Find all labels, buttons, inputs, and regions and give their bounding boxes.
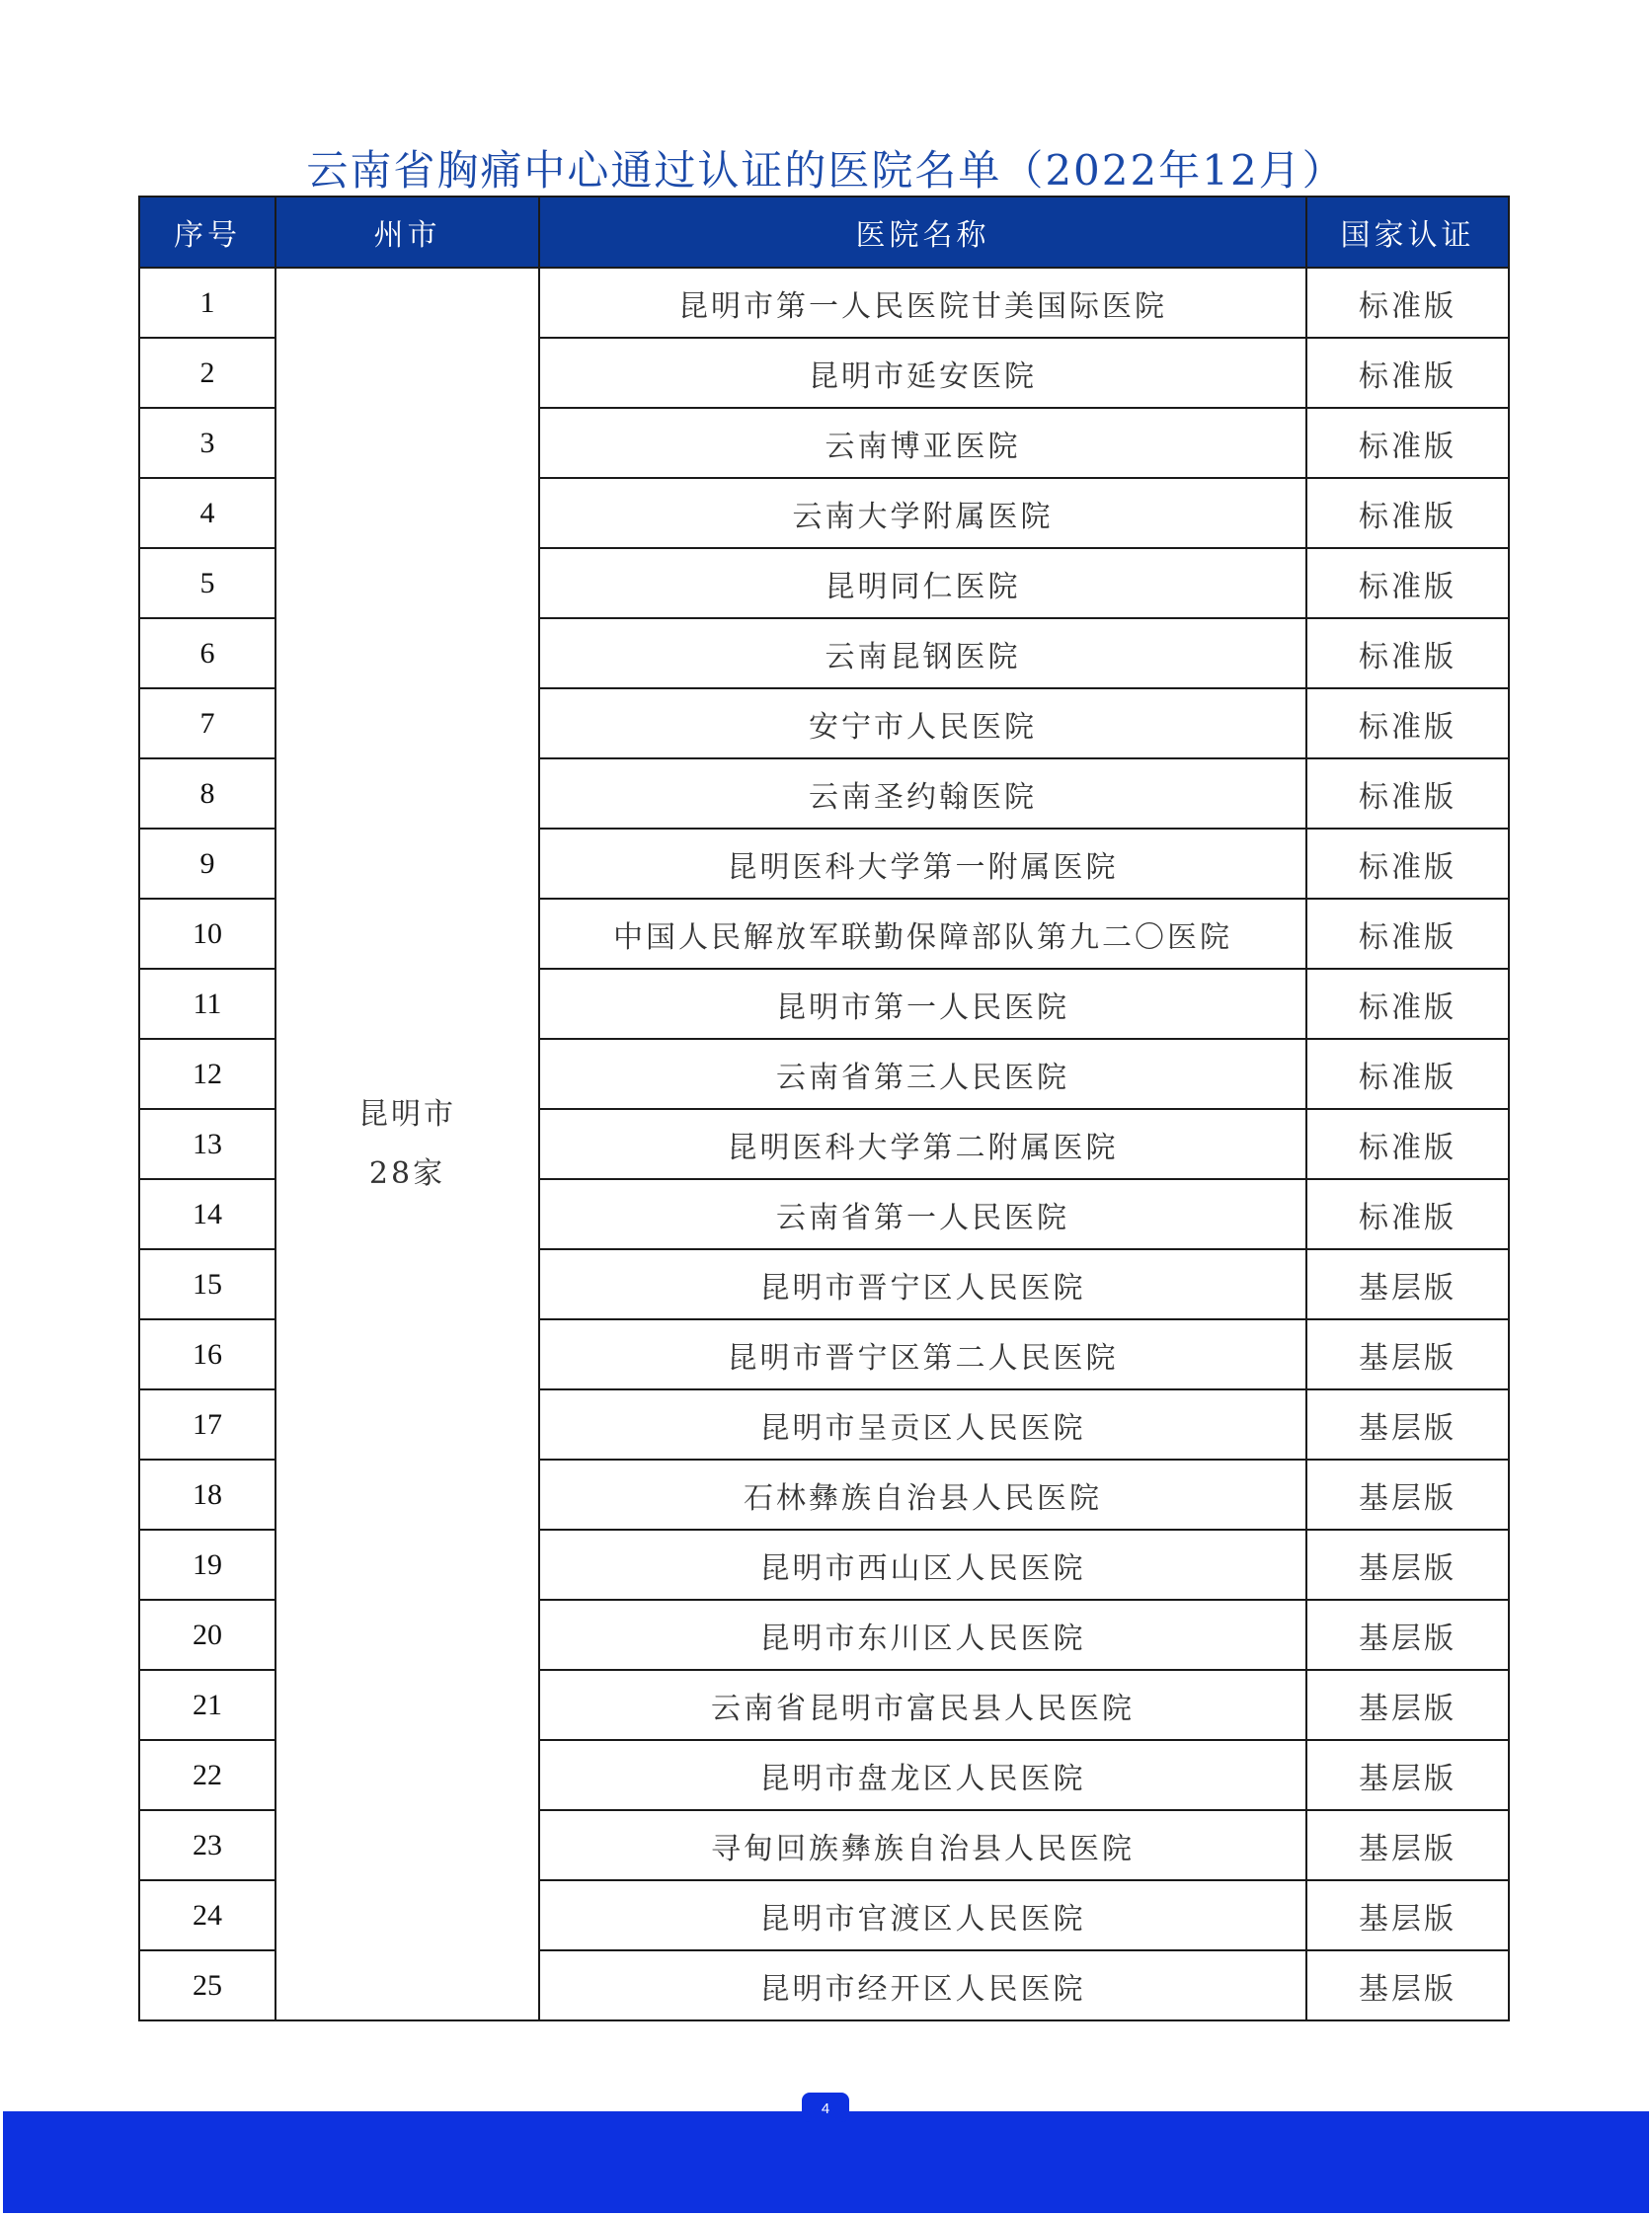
certification-type: 标准版 <box>1306 268 1509 338</box>
certification-type: 标准版 <box>1306 899 1509 969</box>
row-number: 17 <box>139 1389 275 1460</box>
hospital-name: 昆明市官渡区人民医院 <box>539 1880 1306 1950</box>
hospital-name: 昆明市第一人民医院 <box>539 969 1306 1039</box>
row-number: 12 <box>139 1039 275 1109</box>
row-number: 18 <box>139 1460 275 1530</box>
hospital-name: 昆明市第一人民医院甘美国际医院 <box>539 268 1306 338</box>
header-hospital-name: 医院名称 <box>539 197 1306 268</box>
city-hospital-count: 28家 <box>368 1155 446 1191</box>
hospital-name: 昆明同仁医院 <box>539 548 1306 618</box>
row-number: 23 <box>139 1810 275 1880</box>
row-number: 9 <box>139 829 275 899</box>
hospital-name: 中国人民解放军联勤保障部队第九二〇医院 <box>539 899 1306 969</box>
row-number: 7 <box>139 688 275 758</box>
header-certification: 国家认证 <box>1306 197 1509 268</box>
certification-type: 标准版 <box>1306 1039 1509 1109</box>
row-number: 25 <box>139 1950 275 2020</box>
hospital-name: 昆明市西山区人民医院 <box>539 1530 1306 1600</box>
table-header <box>139 197 1509 268</box>
certification-type: 标准版 <box>1306 618 1509 688</box>
row-number: 3 <box>139 408 275 478</box>
certification-type: 标准版 <box>1306 758 1509 829</box>
table-row <box>139 268 1509 338</box>
row-number: 6 <box>139 618 275 688</box>
table-body <box>139 268 1509 2020</box>
hospital-name: 昆明市经开区人民医院 <box>539 1950 1306 2020</box>
city-group-cell <box>275 268 539 2020</box>
hospital-name: 昆明医科大学第二附属医院 <box>539 1109 1306 1179</box>
hospital-name: 昆明市盘龙区人民医院 <box>539 1740 1306 1810</box>
certification-type: 标准版 <box>1306 829 1509 899</box>
hospital-name: 云南省第三人民医院 <box>539 1039 1306 1109</box>
page-title: 云南省胸痛中心通过认证的医院名单（2022年12月） <box>306 146 1346 195</box>
hospital-name: 石林彝族自治县人民医院 <box>539 1460 1306 1530</box>
row-number: 13 <box>139 1109 275 1179</box>
hospital-name: 云南博亚医院 <box>539 408 1306 478</box>
hospital-name: 昆明医科大学第一附属医院 <box>539 829 1306 899</box>
row-number: 22 <box>139 1740 275 1810</box>
certification-type: 标准版 <box>1306 408 1509 478</box>
hospital-name: 云南省第一人民医院 <box>539 1179 1306 1249</box>
row-number: 11 <box>139 969 275 1039</box>
row-number: 24 <box>139 1880 275 1950</box>
row-number: 5 <box>139 548 275 618</box>
certification-type: 基层版 <box>1306 1319 1509 1389</box>
hospital-name: 云南圣约翰医院 <box>539 758 1306 829</box>
row-number: 4 <box>139 478 275 548</box>
hospital-name: 云南昆钢医院 <box>539 618 1306 688</box>
certification-type: 标准版 <box>1306 338 1509 408</box>
certification-type: 标准版 <box>1306 548 1509 618</box>
row-number: 14 <box>139 1179 275 1249</box>
hospital-name: 昆明市呈贡区人民医院 <box>539 1389 1306 1460</box>
certification-type: 标准版 <box>1306 1179 1509 1249</box>
certification-type: 基层版 <box>1306 1460 1509 1530</box>
certification-type: 基层版 <box>1306 1740 1509 1810</box>
certification-type: 基层版 <box>1306 1810 1509 1880</box>
certification-type: 标准版 <box>1306 969 1509 1039</box>
certification-type: 基层版 <box>1306 1600 1509 1670</box>
hospital-name: 昆明市晋宁区人民医院 <box>539 1249 1306 1319</box>
hospital-name: 昆明市延安医院 <box>539 338 1306 408</box>
header-city: 州市 <box>275 197 539 268</box>
hospital-name: 昆明市东川区人民医院 <box>539 1600 1306 1670</box>
row-number: 20 <box>139 1600 275 1670</box>
certification-type: 基层版 <box>1306 1530 1509 1600</box>
hospital-name: 安宁市人民医院 <box>539 688 1306 758</box>
hospital-name: 寻甸回族彝族自治县人民医院 <box>539 1810 1306 1880</box>
hospital-name: 云南省昆明市富民县人民医院 <box>539 1670 1306 1740</box>
row-number: 10 <box>139 899 275 969</box>
footer-bar <box>3 2111 1649 2213</box>
certification-type: 标准版 <box>1306 478 1509 548</box>
city-name: 昆明市 <box>358 1096 456 1132</box>
hospital-name: 云南大学附属医院 <box>539 478 1306 548</box>
row-number: 19 <box>139 1530 275 1600</box>
certification-type: 基层版 <box>1306 1880 1509 1950</box>
hospital-name: 昆明市晋宁区第二人民医院 <box>539 1319 1306 1389</box>
certification-type: 基层版 <box>1306 1950 1509 2020</box>
certification-type: 标准版 <box>1306 688 1509 758</box>
row-number: 8 <box>139 758 275 829</box>
certification-type: 基层版 <box>1306 1389 1509 1460</box>
row-number: 15 <box>139 1249 275 1319</box>
row-number: 21 <box>139 1670 275 1740</box>
certification-type: 基层版 <box>1306 1670 1509 1740</box>
page-number: 4 <box>802 2093 849 2122</box>
certification-type: 标准版 <box>1306 1109 1509 1179</box>
header-row <box>139 197 1509 268</box>
row-number: 16 <box>139 1319 275 1389</box>
row-number: 1 <box>139 268 275 338</box>
hospital-table <box>138 196 1510 2021</box>
header-no: 序号 <box>139 197 275 268</box>
row-number: 2 <box>139 338 275 408</box>
certification-type: 基层版 <box>1306 1249 1509 1319</box>
